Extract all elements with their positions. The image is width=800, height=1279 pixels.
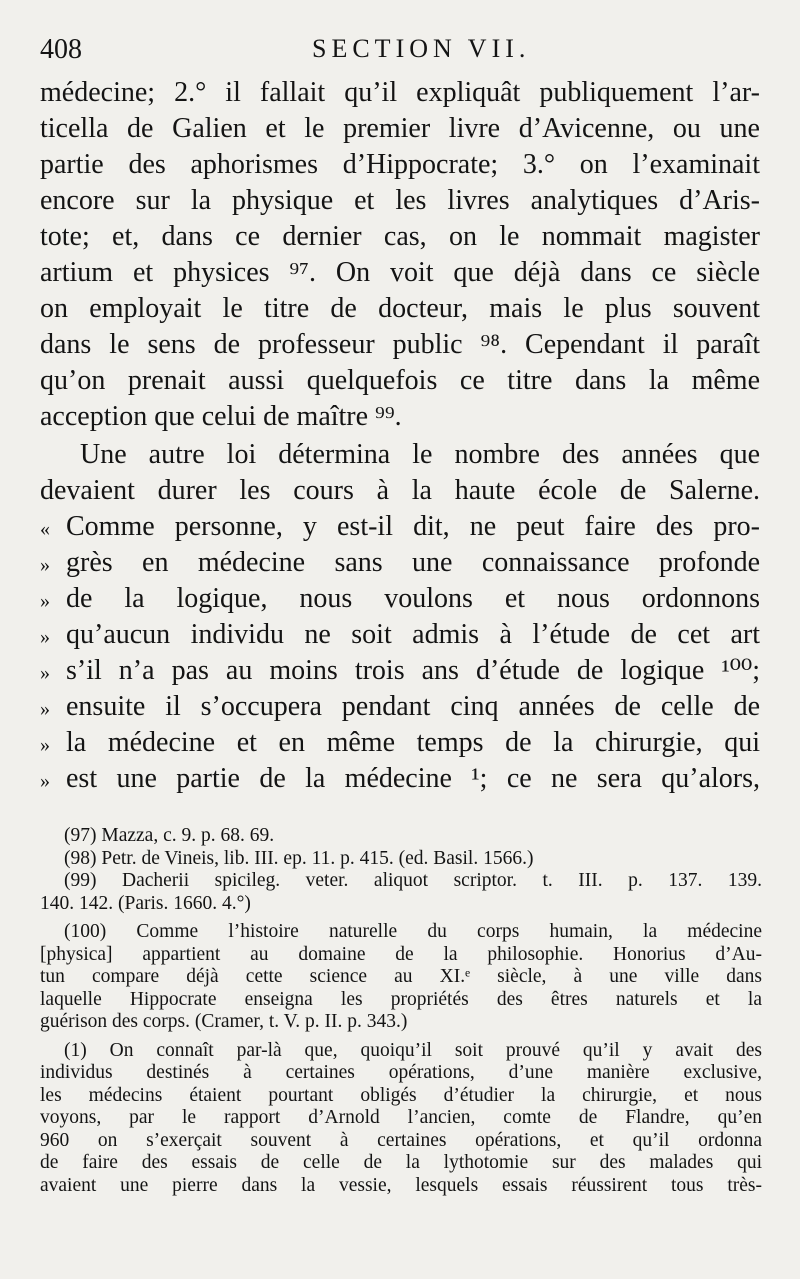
quote-mark: » <box>40 553 50 576</box>
quote-mark: » <box>40 733 50 756</box>
paragraph-first-line: Une autre loi détermina le nombre des années que <box>80 439 760 470</box>
footnote-line: les médecins étaient pourtant obligés d’étudier la chirurgie, et nous <box>40 1084 762 1106</box>
footnote-line: individus destinés à certaines opérations, d’une manière exclusive, <box>40 1062 762 1083</box>
quote-line <box>40 725 760 761</box>
quote-text: Comme personne, y est-il dit, ne peut faire des pro- <box>66 511 760 542</box>
footnote-line: tun compare déjà cette science au XI.ᵉ siècle, à une ville dans <box>40 966 762 987</box>
footnote-line: guérison des corps. (Cramer, t. V. p. II. p. 343.) <box>40 1011 408 1032</box>
footnote-97: (97) Mazza, c. 9. p. 68. 69. <box>64 825 275 846</box>
footnote-99-cont: 140. 142. (Paris. 1660. 4.°) <box>40 892 251 914</box>
quote-line <box>40 761 760 797</box>
quote-mark: » <box>40 589 50 612</box>
text-line: encore sur la physique et les livres analytiques d’Aris- <box>40 185 760 216</box>
footnote-line: 960 on s’exerçait souvent à certaines opérations, et qu’il ordonna <box>40 1129 762 1151</box>
footnotes <box>40 825 762 1197</box>
quote-text: la médecine et en même temps de la chirurgie, qui <box>66 727 760 758</box>
quote-line <box>40 581 760 617</box>
quote-text: qu’aucun individu ne soit admis à l’étude de cet art <box>66 619 760 650</box>
quote-mark: » <box>40 697 50 720</box>
quote-line <box>40 545 760 581</box>
quote-mark: » <box>40 625 50 648</box>
text-line: ticella de Galien et le premier livre d’Avicenne, ou une <box>40 113 760 144</box>
footnote-line: [physica] appartient au domaine de la philosophie. Honorius d’Au- <box>40 943 762 965</box>
quote-line <box>40 509 760 545</box>
quote-line <box>40 689 760 725</box>
quote-mark: » <box>40 661 50 684</box>
footnote-line: avaient une pierre dans la vessie, lesquels essais réussirent tous très- <box>40 1174 762 1196</box>
footnote-line: de faire des essais de celle de la lythotomie sur des malades qui <box>40 1152 762 1173</box>
quote-text: est une partie de la médecine ¹; ce ne sera qu’alors, <box>66 763 760 794</box>
text-line: qu’on prenait aussi quelquefois ce titre dans la même <box>40 365 760 396</box>
footnote-100: (100) Comme l’histoire naturelle du corps humain, la médecine <box>64 921 762 942</box>
text-line: acception que celui de maître ⁹⁹. <box>40 401 402 432</box>
section-title: SECTION VII. <box>312 34 531 63</box>
quote-text: de la logique, nous voulons et nous ordonnons <box>66 583 760 614</box>
quote-line <box>40 653 760 689</box>
footnote-line: voyons, par le rapport d’Arnold l’ancien, comte de Flandre, qu’en <box>40 1107 762 1128</box>
text-line: dans le sens de professeur public ⁹⁸. Cependant il paraît <box>40 329 760 360</box>
main-text <box>40 75 760 797</box>
footnote-98: (98) Petr. de Vineis, lib. III. ep. 11. p. 415. (ed. Basil. 1566.) <box>64 847 534 869</box>
text-line: tote; et, dans ce dernier cas, on le nommait magister <box>40 221 760 252</box>
running-header <box>40 28 760 68</box>
footnote-99: (99) Dacherii spicileg. veter. aliquot scriptor. t. III. p. 137. 139. <box>64 870 762 891</box>
quote-line <box>40 617 760 653</box>
quote-mark: « <box>40 517 50 540</box>
footnote-line: laquelle Hippocrate enseigna les propriétés des êtres naturels et la <box>40 988 762 1010</box>
text-line: artium et physices ⁹⁷. On voit que déjà dans ce siècle <box>40 257 760 288</box>
quote-text: s’il n’a pas au moins trois ans d’étude de logique ¹⁰⁰; <box>66 655 760 686</box>
text-line: devaient durer les cours à la haute école de Salerne. <box>40 475 760 506</box>
quote-mark: » <box>40 769 50 792</box>
text-line: médecine; 2.° il fallait qu’il expliquât publiquement l’ar- <box>40 77 760 108</box>
quote-text: ensuite il s’occupera pendant cinq années de celle de <box>66 691 760 722</box>
quote-text: grès en médecine sans une connaissance profonde <box>66 547 760 578</box>
footnote-1: (1) On connaît par-là que, quoiqu’il soit prouvé qu’il y avait des <box>64 1039 762 1061</box>
page-number: 408 <box>40 34 82 65</box>
text-line: partie des aphorismes d’Hippocrate; 3.° on l’examinait <box>40 149 760 180</box>
text-line: on employait le titre de docteur, mais le plus souvent <box>40 293 760 324</box>
